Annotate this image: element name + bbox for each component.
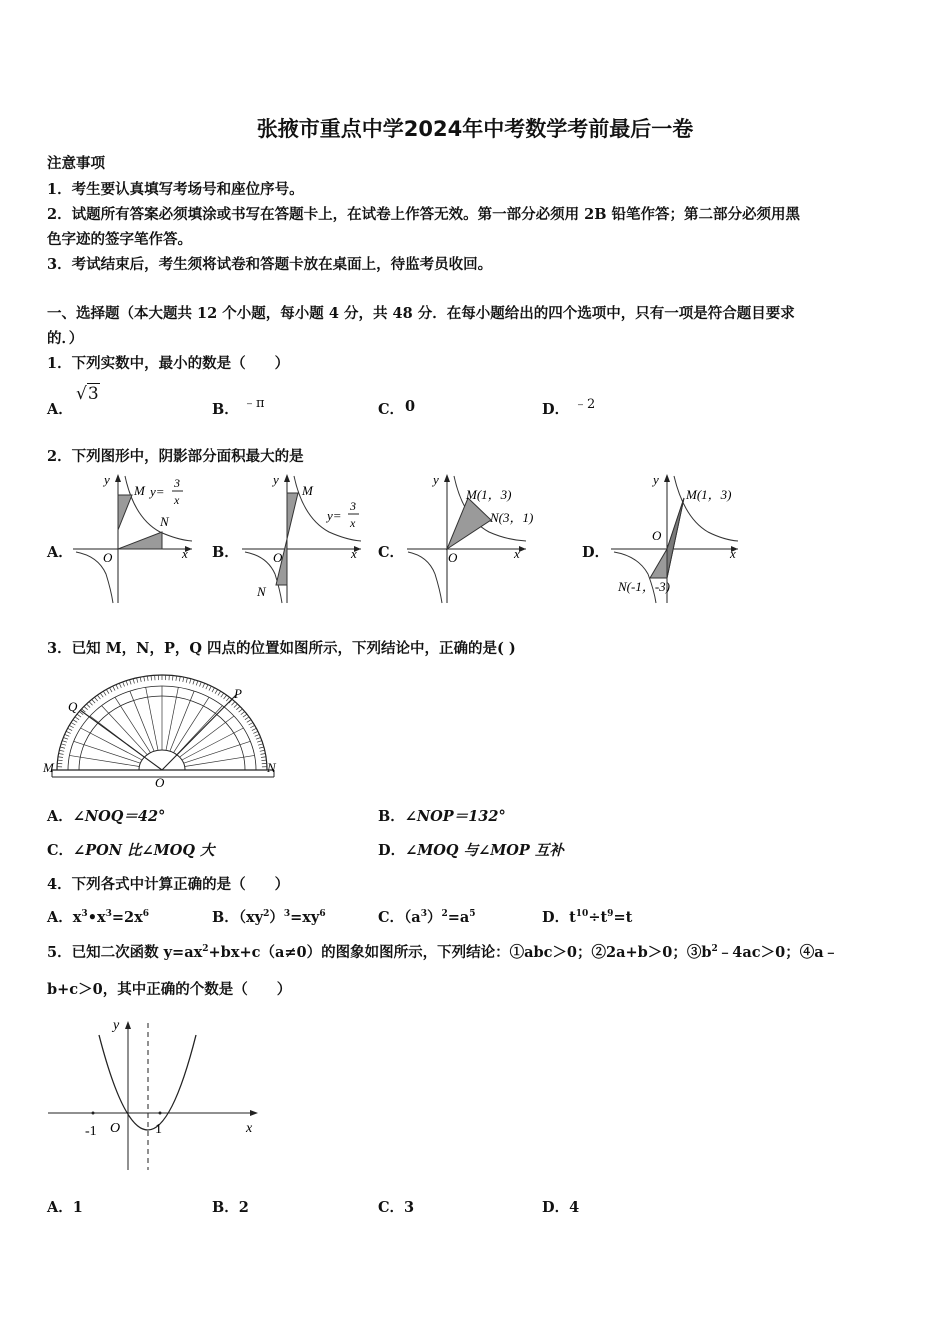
protractor-tick	[59, 750, 64, 751]
protractor-tick	[176, 676, 177, 681]
protractor-tick	[221, 693, 224, 697]
axis-y-label: y	[653, 472, 659, 487]
expr-sup: 10	[575, 909, 589, 920]
q4-option-d	[542, 906, 632, 927]
protractor-tick	[58, 757, 63, 758]
section-heading: 一、选择题（本大题共 12 个小题，每小题 4 分，共 48 分．在每小题给出的四个选项中，只有一项是符合题目要求	[47, 305, 795, 322]
q4-option-a-label: A．	[47, 909, 73, 926]
axis-y-label: y	[113, 1018, 120, 1033]
expr-part: =2x	[111, 909, 143, 926]
protractor-tick	[255, 734, 260, 736]
stem-sup: 2	[711, 944, 718, 955]
q3-option-a-text: ∠NOQ＝42°	[72, 808, 166, 825]
protractor-tick	[66, 731, 71, 733]
protractor-tick	[97, 695, 100, 699]
q3-option-c-text: ∠PON 比∠MOQ 大	[73, 842, 215, 859]
protractor-tick	[63, 738, 68, 740]
point-m-label: M	[302, 483, 313, 498]
point-n-label: N	[257, 584, 266, 599]
protractor-tick	[62, 741, 67, 743]
q5-option-a-text: 1	[72, 1199, 83, 1216]
point-n-label: N	[160, 514, 169, 529]
expr-part: =xy	[290, 909, 320, 926]
protractor-tick	[206, 685, 208, 689]
protractor-ray	[170, 691, 194, 751]
q3-option-d	[378, 839, 564, 860]
protractor-tick	[130, 680, 132, 685]
point-m-label: M	[134, 483, 145, 498]
q2-stem: 2．下列图形中，阴影部分面积最大的是	[47, 448, 304, 465]
q1-option-b-value: ﹣π	[243, 396, 265, 411]
protractor-ray	[115, 697, 151, 752]
tick-minus-one: -1	[85, 1124, 97, 1139]
axis-x-label: x	[246, 1121, 253, 1136]
stem-part: 5．已知二次函数 y=ax	[47, 944, 203, 961]
protractor-ray	[174, 697, 210, 752]
expr-part: x	[72, 909, 82, 926]
q2-graph-a	[68, 470, 198, 605]
protractor-tick	[110, 688, 113, 692]
protractor-tick	[218, 691, 221, 695]
protractor-tick	[257, 741, 262, 743]
q3-option-a	[47, 805, 165, 826]
q3-option-a-label: A．	[47, 808, 73, 825]
q2-graph-b	[237, 470, 367, 605]
eq-numerator: 3	[174, 476, 180, 490]
stem-part: ﹣4ac＞0；④a﹣	[717, 944, 839, 961]
protractor-tick	[234, 704, 238, 707]
expr-part: ）	[426, 909, 442, 926]
protractor-ray	[184, 741, 251, 763]
tick-one: 1	[155, 1122, 162, 1137]
q3-option-b	[378, 805, 506, 826]
protractor-tick	[224, 695, 227, 699]
protractor-tick	[236, 706, 240, 709]
protractor-tick	[59, 754, 64, 755]
protractor-tick	[249, 723, 253, 726]
protractor-tick	[239, 709, 243, 712]
protractor-tick	[241, 712, 245, 715]
point-n-label: N(-1，-3)	[618, 579, 670, 594]
q5-option-d-text: 4	[569, 1199, 580, 1216]
q1-option-c-value: 0	[405, 398, 416, 415]
protractor-tick	[209, 686, 211, 690]
protractor-tick	[86, 704, 90, 707]
q1-option-a-value	[76, 384, 100, 404]
q2-option-a-label: A．	[47, 544, 73, 561]
q3-option-c	[47, 839, 215, 860]
protractor-tick	[123, 682, 125, 687]
protractor-tick	[179, 676, 180, 681]
q2-graph-d	[606, 470, 756, 605]
q5-option-b-label: B．	[212, 1199, 239, 1216]
q3-option-c-label: C．	[47, 842, 74, 859]
point-m-label: M	[43, 760, 54, 775]
protractor-tick	[100, 693, 103, 697]
notice-item-3: 3．考试结束后，考生须将试卷和答题卡放在桌面上，待监考员收回。	[47, 256, 493, 273]
protractor-tick	[95, 697, 98, 701]
protractor-tick	[60, 747, 65, 748]
axis-x-label: x	[730, 546, 736, 561]
protractor-tick	[144, 676, 145, 681]
q5-option-c-text: 3	[404, 1199, 415, 1216]
expr-sup: 6	[142, 909, 150, 920]
protractor-tick	[250, 725, 254, 727]
expr-sup: 6	[319, 909, 326, 920]
q3-protractor	[42, 670, 282, 788]
point-m-label: M(1，3)	[686, 487, 732, 502]
q5-option-b	[212, 1196, 249, 1217]
axis-y-label: y	[433, 472, 439, 487]
q5-option-c-label: C．	[378, 1199, 405, 1216]
q4-option-d-label: D．	[542, 909, 570, 926]
protractor-ray	[182, 728, 243, 760]
expr-sup: 3	[420, 909, 427, 920]
q3-stem: 3．已知 M，N，P，Q 四点的位置如图所示，下列结论中，正确的是( )	[47, 640, 516, 657]
q5-option-b-text: 2	[238, 1199, 249, 1216]
q2-graph-c	[402, 470, 562, 605]
axis-x-label: x	[514, 546, 520, 561]
protractor-ray	[74, 741, 141, 763]
q1-option-b-label: B．	[212, 401, 239, 418]
expr-sup: 2	[263, 909, 270, 920]
expr-part: ）	[269, 909, 284, 926]
expr-sup: 2	[441, 909, 448, 920]
protractor-tick	[147, 676, 148, 681]
protractor-tick	[245, 717, 249, 720]
origin-label: O	[103, 550, 113, 565]
protractor-tick	[231, 702, 234, 706]
protractor-tick	[253, 731, 258, 733]
protractor-tick	[58, 760, 63, 761]
protractor-tick	[203, 683, 205, 688]
section-heading-cont: 的．）	[47, 330, 84, 347]
protractor-tick	[190, 679, 191, 684]
eq-prefix: y=	[150, 484, 165, 499]
expr-sup: 3	[105, 909, 112, 920]
notice-item-2: 2．试题所有答案必须填涂或书写在答题卡上，在试卷上作答无效。第一部分必须用 2B 铅笔作答；第二部分必须用黑	[47, 206, 801, 223]
protractor-tick	[116, 685, 118, 689]
q4-option-c-label: C．	[378, 909, 405, 926]
protractor-tick	[61, 744, 66, 745]
expr-part: •x	[87, 909, 106, 926]
protractor-tick	[226, 697, 229, 701]
origin-label: O	[110, 1121, 121, 1136]
protractor-tick	[186, 678, 187, 683]
q5-option-d-label: D．	[542, 1199, 570, 1216]
protractor-tick	[75, 717, 79, 720]
protractor-tick	[247, 720, 251, 723]
q1-option-d-label: D．	[542, 401, 570, 418]
origin-label: O	[273, 550, 283, 565]
protractor-tick	[106, 689, 109, 693]
protractor-tick	[89, 702, 92, 706]
q5-option-d	[542, 1196, 579, 1217]
q3-option-b-text: ∠NOP＝132°	[404, 808, 506, 825]
protractor-tick	[196, 681, 198, 686]
protractor-tick	[92, 699, 95, 703]
protractor-tick	[212, 688, 215, 692]
q4-option-b-label: B．	[212, 909, 239, 926]
protractor-tick	[260, 754, 265, 755]
axis-y-label: y	[273, 472, 279, 487]
protractor-tick	[261, 760, 266, 761]
protractor-tick	[252, 728, 256, 730]
protractor-tick	[258, 744, 263, 745]
point-n-label: N(3，1)	[490, 510, 534, 525]
protractor-tick	[133, 679, 134, 684]
notice-heading: 注意事项	[47, 155, 105, 172]
expr-part: （xy	[238, 909, 264, 926]
q5-parabola-graph	[44, 1015, 269, 1175]
q4-option-c	[378, 906, 476, 927]
protractor-tick	[215, 689, 218, 693]
q1-stem: 1．下列实数中，最小的数是（ ）	[47, 355, 290, 372]
expr-part: t	[569, 909, 576, 926]
q2-option-d-label: D．	[582, 544, 610, 561]
q5-option-a	[47, 1196, 83, 1217]
protractor-tick	[261, 757, 266, 758]
q2-option-b-label: B．	[212, 544, 239, 561]
q1-option-a-label: A．	[47, 401, 73, 418]
protractor-tick	[151, 676, 152, 681]
q3-option-b-label: B．	[378, 808, 405, 825]
q3-option-d-label: D．	[378, 842, 406, 859]
protractor-tick	[260, 750, 265, 751]
eq-numerator: 3	[350, 499, 356, 513]
protractor-tick	[77, 714, 81, 717]
protractor-tick	[71, 723, 75, 726]
protractor-tick	[256, 738, 261, 740]
protractor-ray	[130, 691, 154, 751]
protractor-tick	[69, 725, 73, 727]
protractor-tick	[183, 677, 184, 682]
q1-option-d-value: ﹣2	[574, 397, 596, 412]
stem-sup: 2	[202, 944, 209, 955]
expr-sup: 5	[469, 909, 476, 920]
origin-label: O	[652, 528, 662, 543]
protractor-tick	[126, 681, 128, 686]
page-title: 张掖市重点中学2024年中考数学考前最后一卷	[256, 117, 694, 141]
notice-item-1: 1．考生要认真填写考场号和座位序号。	[47, 181, 304, 198]
sqrt-sign: √	[76, 384, 87, 404]
point-o-label: O	[155, 775, 165, 788]
expr-part: =t	[613, 909, 633, 926]
q4-option-b	[212, 906, 326, 927]
axis-x-label: x	[351, 546, 357, 561]
point-n-label: N	[267, 760, 276, 775]
protractor-tick	[73, 720, 77, 723]
protractor-tick	[65, 734, 70, 736]
q4-stem: 4．下列各式中计算正确的是（ ）	[47, 876, 290, 893]
q2-option-c-label: C．	[378, 544, 405, 561]
eq-denominator: x	[174, 493, 180, 507]
q5-stem-line2: b+c＞0，其中正确的个数是（ ）	[47, 981, 292, 998]
axis-x-label: x	[182, 546, 188, 561]
expr-part: （a	[404, 909, 421, 926]
point-m-label: M(1，3)	[466, 487, 512, 502]
protractor-tick	[119, 683, 121, 688]
stem-part: +bx+c（a≠0）的图象如图所示，下列结论：①abc＞0；②2a+b＞0；③b	[208, 944, 712, 961]
eq-prefix: y=	[327, 508, 342, 523]
radicand: 3	[87, 384, 99, 404]
point-p-label: P	[234, 686, 242, 701]
expr-part: ÷t	[588, 909, 608, 926]
expr-sup: 9	[607, 909, 614, 920]
protractor-tick	[259, 747, 264, 748]
protractor-tick	[199, 682, 201, 687]
expr-part: =a	[447, 909, 470, 926]
q1-option-c-label: C．	[378, 401, 405, 418]
origin-label: O	[448, 550, 458, 565]
q5-option-a-label: A．	[47, 1199, 73, 1216]
protractor-tick	[193, 680, 195, 685]
expr-sup: 3	[283, 909, 291, 920]
protractor-tick	[243, 714, 247, 717]
q5-stem-line1	[47, 941, 838, 962]
expr-sup: 3	[81, 909, 88, 920]
eq-denominator: x	[350, 516, 356, 530]
protractor-tick	[84, 706, 88, 709]
protractor-tick	[137, 678, 138, 683]
protractor-tick	[103, 691, 106, 695]
protractor-tick	[172, 676, 173, 681]
q3-option-d-text: ∠MOQ 与∠MOP 互补	[405, 842, 564, 859]
q4-option-a	[47, 906, 149, 927]
axis-y-label: y	[104, 472, 110, 487]
protractor-tick	[140, 677, 141, 682]
q5-option-c	[378, 1196, 414, 1217]
notice-item-2-cont: 色字迹的签字笔作答。	[47, 231, 192, 248]
protractor-tick	[68, 728, 72, 730]
point-q-label: Q	[68, 699, 78, 714]
protractor-tick	[113, 686, 115, 690]
